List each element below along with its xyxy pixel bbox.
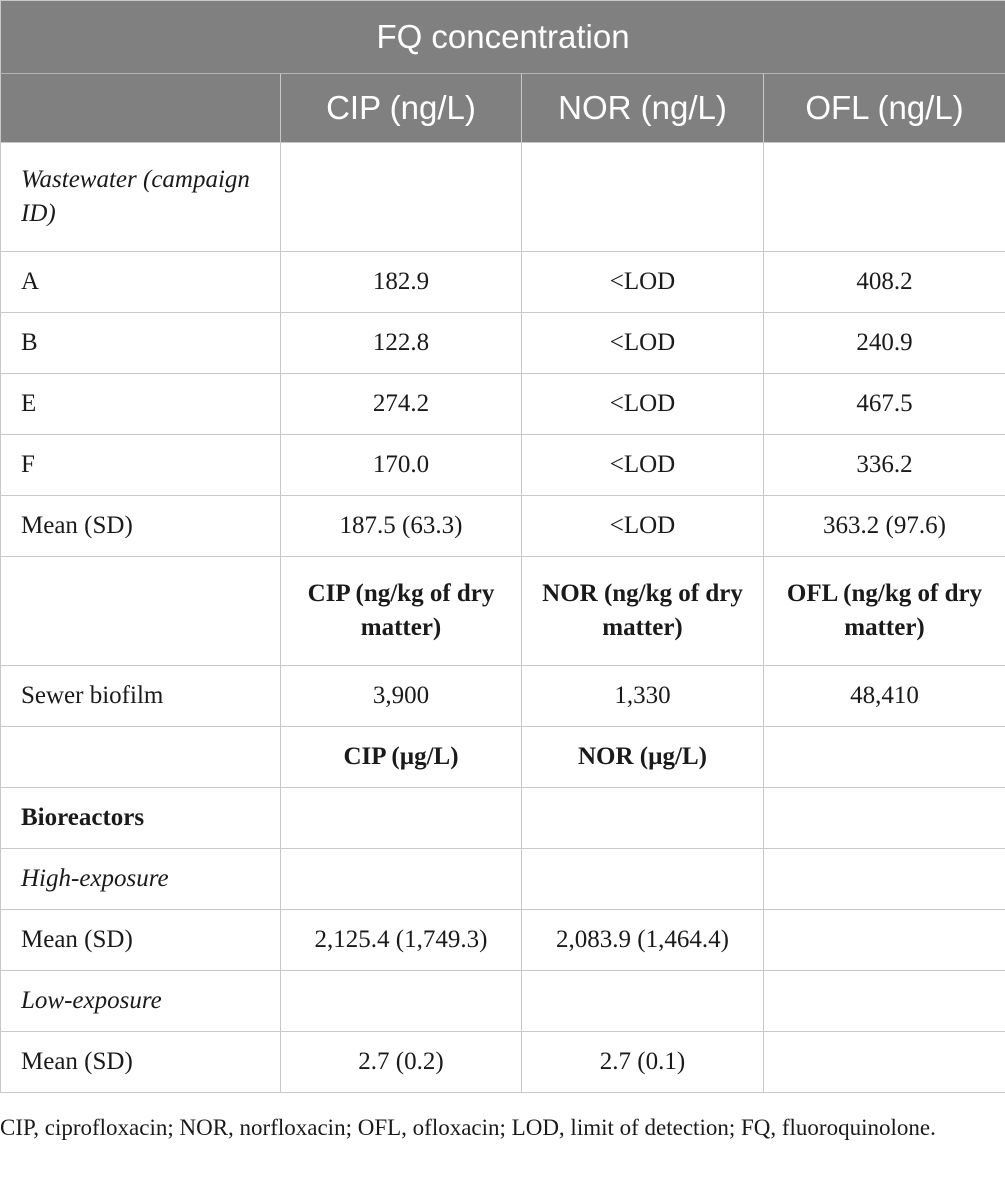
table-row bbox=[1, 252, 1005, 313]
empty-cell bbox=[281, 143, 522, 252]
ofl-value: 336.2 bbox=[764, 435, 1005, 496]
empty-cell bbox=[522, 849, 764, 910]
group-label-high-exposure: High-exposure bbox=[1, 849, 281, 910]
table-title: FQ concentration bbox=[1, 1, 1005, 74]
column-header-ofl: OFL (ng/L) bbox=[764, 74, 1005, 143]
cip-value: 3,900 bbox=[281, 666, 522, 727]
subheader-row-bioreactors bbox=[1, 727, 1005, 788]
ofl-value: 408.2 bbox=[764, 252, 1005, 313]
row-label: B bbox=[1, 313, 281, 374]
nor-value: <LOD bbox=[522, 313, 764, 374]
empty-cell bbox=[281, 788, 522, 849]
empty-cell bbox=[764, 849, 1005, 910]
nor-value: 2.7 (0.1) bbox=[522, 1032, 764, 1093]
group-label-low-exposure: Low-exposure bbox=[1, 971, 281, 1032]
ofl-value: 363.2 (97.6) bbox=[764, 496, 1005, 557]
section-row-wastewater bbox=[1, 143, 1005, 252]
nor-value: <LOD bbox=[522, 496, 764, 557]
cip-value: 187.5 (63.3) bbox=[281, 496, 522, 557]
group-row-low-exposure bbox=[1, 971, 1005, 1032]
empty-cell bbox=[522, 788, 764, 849]
table-row bbox=[1, 496, 1005, 557]
subheader-ofl-biofilm: OFL (ng/kg of dry matter) bbox=[764, 557, 1005, 666]
row-label: Mean (SD) bbox=[1, 1032, 281, 1093]
ofl-value: 467.5 bbox=[764, 374, 1005, 435]
empty-cell bbox=[764, 143, 1005, 252]
empty-cell bbox=[1, 727, 281, 788]
row-label: E bbox=[1, 374, 281, 435]
section-label-wastewater: Wastewater (campaign ID) bbox=[1, 143, 281, 252]
subheader-row-biofilm bbox=[1, 557, 1005, 666]
nor-value: <LOD bbox=[522, 252, 764, 313]
empty-cell bbox=[764, 727, 1005, 788]
table-title-row bbox=[1, 1, 1005, 74]
row-label: Sewer biofilm bbox=[1, 666, 281, 727]
cip-value: 170.0 bbox=[281, 435, 522, 496]
empty-cell bbox=[764, 971, 1005, 1032]
table-row bbox=[1, 374, 1005, 435]
ofl-value: 240.9 bbox=[764, 313, 1005, 374]
ofl-value: 48,410 bbox=[764, 666, 1005, 727]
empty-cell bbox=[281, 971, 522, 1032]
cip-value: 274.2 bbox=[281, 374, 522, 435]
table-row bbox=[1, 435, 1005, 496]
nor-value: <LOD bbox=[522, 435, 764, 496]
subheader-cip-bioreactors: CIP (µg/L) bbox=[281, 727, 522, 788]
table-footnote: CIP, ciprofloxacin; NOR, norfloxacin; OFL, ofloxacin; LOD, limit of detection; FQ, fluoroquinolone. bbox=[0, 1115, 936, 1140]
row-label: Mean (SD) bbox=[1, 496, 281, 557]
section-row-bioreactors bbox=[1, 788, 1005, 849]
cip-value: 2.7 (0.2) bbox=[281, 1032, 522, 1093]
column-header-row bbox=[1, 74, 1005, 143]
empty-cell bbox=[764, 910, 1005, 971]
table-row bbox=[1, 1032, 1005, 1093]
column-header-nor: NOR (ng/L) bbox=[522, 74, 764, 143]
empty-cell bbox=[281, 849, 522, 910]
empty-cell bbox=[522, 971, 764, 1032]
table-row bbox=[1, 910, 1005, 971]
cip-value: 122.8 bbox=[281, 313, 522, 374]
cip-value: 2,125.4 (1,749.3) bbox=[281, 910, 522, 971]
nor-value: 2,083.9 (1,464.4) bbox=[522, 910, 764, 971]
subheader-nor-bioreactors: NOR (µg/L) bbox=[522, 727, 764, 788]
nor-value: <LOD bbox=[522, 374, 764, 435]
cip-value: 182.9 bbox=[281, 252, 522, 313]
table-row bbox=[1, 313, 1005, 374]
nor-value: 1,330 bbox=[522, 666, 764, 727]
empty-cell bbox=[522, 143, 764, 252]
subheader-nor-biofilm: NOR (ng/kg of dry matter) bbox=[522, 557, 764, 666]
empty-header-cell bbox=[1, 74, 281, 143]
subheader-cip-biofilm: CIP (ng/kg of dry matter) bbox=[281, 557, 522, 666]
row-label: Mean (SD) bbox=[1, 910, 281, 971]
empty-cell bbox=[764, 788, 1005, 849]
row-label: A bbox=[1, 252, 281, 313]
section-label-bioreactors: Bioreactors bbox=[1, 788, 281, 849]
table-row bbox=[1, 666, 1005, 727]
row-label: F bbox=[1, 435, 281, 496]
group-row-high-exposure bbox=[1, 849, 1005, 910]
column-header-cip: CIP (ng/L) bbox=[281, 74, 522, 143]
empty-cell bbox=[764, 1032, 1005, 1093]
empty-cell bbox=[1, 557, 281, 666]
